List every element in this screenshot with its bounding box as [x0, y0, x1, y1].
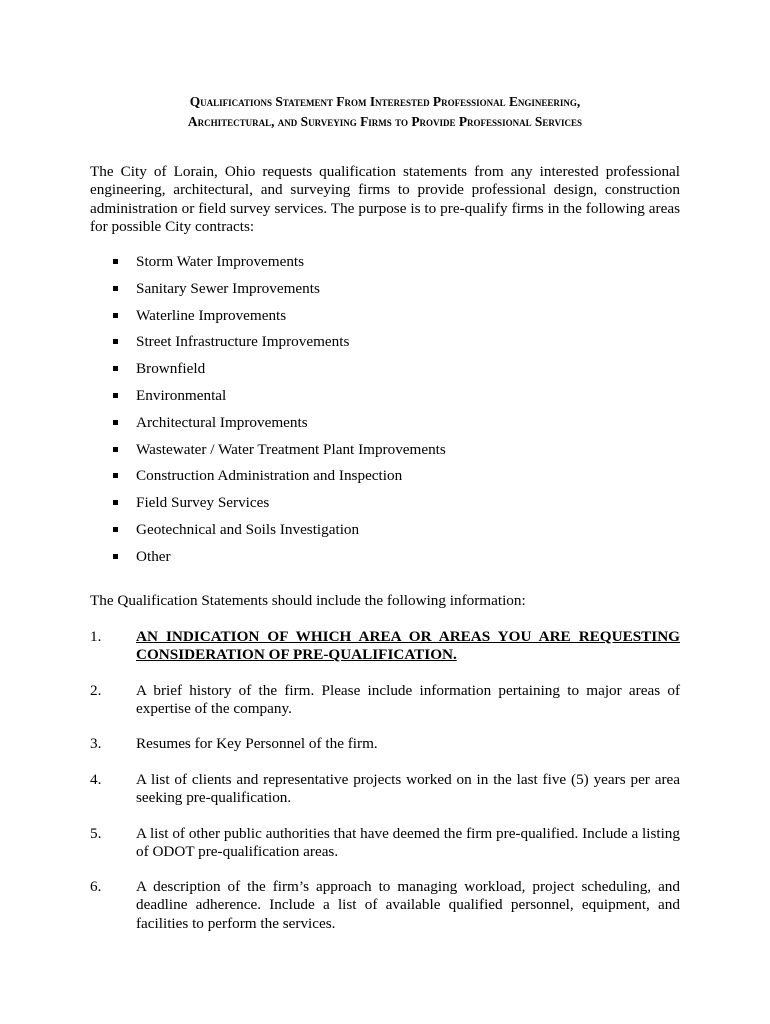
requirement-item [90, 735, 680, 753]
square-bullet-icon [113, 366, 118, 371]
requirement-text: A description of the firm’s approach to managing workload, project scheduling, and deadline adherence. Include a list of available qualified personnel, equipment, and facilities to perform the services. [136, 878, 680, 932]
list-item [90, 252, 680, 279]
requirement-text: AN INDICATION OF WHICH AREA OR AREAS YOU ARE REQUESTING CONSIDERATION OF PRE-QUALIFICATION. [136, 628, 680, 664]
list-item [90, 332, 680, 359]
list-item-label: Construction Administration and Inspection [136, 467, 403, 485]
list-item-label: Waterline Improvements [136, 306, 287, 324]
square-bullet-icon [113, 313, 118, 318]
square-bullet-icon [113, 393, 118, 398]
title-line-2: Architectural, and Surveying Firms to Provide Professional Services [187, 114, 583, 129]
list-item [90, 493, 680, 520]
list-item [90, 359, 680, 386]
square-bullet-icon [113, 259, 118, 264]
list-item [90, 386, 680, 413]
square-bullet-icon [113, 527, 118, 532]
areas-list [90, 252, 680, 574]
square-bullet-icon [113, 339, 118, 344]
requirement-number: 4. [90, 771, 102, 788]
requirement-number: 6. [90, 878, 102, 895]
list-item [90, 413, 680, 440]
list-item-label: Other [136, 547, 171, 565]
list-item-label: Field Survey Services [136, 494, 270, 512]
requirement-number: 1. [90, 628, 102, 645]
requirement-text: A list of clients and representative projects worked on in the last five (5) years per area seeking pre-qualification. [136, 771, 680, 807]
requirements-intro: The Qualification Statements should include the following information: [90, 592, 526, 609]
list-item-label: Sanitary Sewer Improvements [136, 279, 320, 297]
list-item [90, 279, 680, 306]
list-item-label: Brownfield [136, 360, 206, 378]
requirement-text: A list of other public authorities that have deemed the firm pre-qualified. Include a listing of ODOT pre-qualification areas. [136, 825, 680, 861]
list-item-label: Storm Water Improvements [136, 253, 305, 270]
document-title [90, 92, 680, 132]
square-bullet-icon [113, 447, 118, 452]
requirement-item [90, 825, 680, 862]
list-item-label: Street Infrastructure Improvements [136, 333, 350, 351]
square-bullet-icon [113, 554, 118, 559]
square-bullet-icon [113, 286, 118, 291]
list-item [90, 466, 680, 493]
list-item-label: Environmental [136, 386, 227, 404]
square-bullet-icon [113, 473, 118, 478]
list-item-label: Architectural Improvements [136, 413, 308, 431]
requirement-number: 3. [90, 735, 102, 752]
requirement-item [90, 682, 680, 719]
square-bullet-icon [113, 500, 118, 505]
list-item [90, 306, 680, 333]
intro-paragraph: The City of Lorain, Ohio requests qualification statements from any interested professional engineering, architectural, and surveying firms to provide professional design, construction administration or field survey services. The purpose is to pre-qualify firms in the following areas for possible City contracts: [90, 163, 680, 236]
requirement-item [90, 878, 680, 933]
list-item-label: Geotechnical and Soils Investigation [136, 520, 360, 538]
list-item [90, 547, 680, 574]
requirement-item [90, 771, 680, 808]
square-bullet-icon [113, 420, 118, 425]
title-line-1: Qualifications Statement From Interested Professional Engineering, [189, 94, 581, 109]
list-item-label: Wastewater / Water Treatment Plant Improvements [136, 440, 446, 458]
requirement-item [90, 628, 680, 665]
list-item [90, 440, 680, 467]
requirement-number: 5. [90, 825, 102, 842]
list-item [90, 520, 680, 547]
requirement-text: A brief history of the firm. Please include information pertaining to major areas of expertise of the company. [136, 682, 680, 718]
requirement-number: 2. [90, 682, 102, 699]
requirement-text: Resumes for Key Personnel of the firm. [136, 735, 378, 752]
